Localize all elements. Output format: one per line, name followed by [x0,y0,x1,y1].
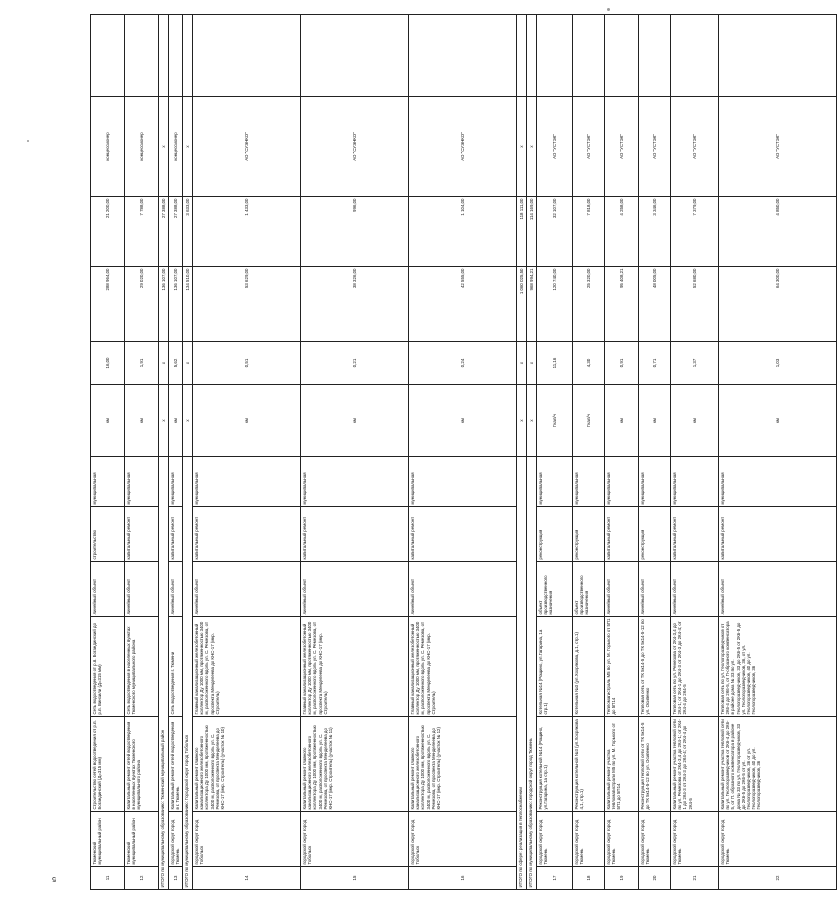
ownership-cell: муниципальная [193,457,301,507]
municipality-cell: городской округ город Тюмень [169,812,183,867]
row-number: 14 [193,867,301,890]
investment-cell: 4 850,00 [719,197,837,267]
investment-cell: 4 258,00 [605,197,639,267]
investment-cell: 21 200,00 [91,197,125,267]
municipality-cell: городской округ город Тобольск [301,812,409,867]
work-type-cell: капитальный ремонт [671,507,719,562]
measure-name-cell: Капитальный ремонт главного канализационного железобетонного коллектора Ду 1000 мм, протяженностью 3400 м, расположенного вдоль ул. С. Ремезова, от проспекта Менделеева до КНС-17 (мкр. Строитель) (участок № 11) [301,717,409,812]
capacity-cell: х [517,342,527,385]
empty-cell [183,15,193,97]
municipality-cell: Тюменский муниципальный район [125,812,159,867]
empty-cell [301,15,409,97]
object-description-cell: Тепловая сеть от ТК 5к14-5 до ТК 5к14-5-12 по ул. Осипенко [639,617,671,717]
cost-cell: 52 680,00 [671,267,719,342]
work-type-cell: реконструкция [639,507,671,562]
municipality-cell: городской округ город Тюмень [573,812,605,867]
object-description-cell: Котельная №3 (ул.Хохрякова, д.1, стр.1) [573,617,605,717]
investment-table [90,14,837,890]
municipality-cell: городской округ город Тюмень [537,812,573,867]
object-type-cell: линейный объект [605,562,639,617]
total-row [183,15,193,890]
municipality-cell: городской округ город Тюмень [719,812,837,867]
work-type-cell: капитальный ремонт [193,507,301,562]
empty-cell [719,15,837,97]
object-type-cell: линейный объект [671,562,719,617]
investment-cell: 1 433,00 [193,197,301,267]
total-row [527,15,537,890]
organization-cell: АО "УСТЭК" [671,97,719,197]
cost-cell: 95 408,21 [605,267,639,342]
municipality-cell: Тюменский муниципальный район [91,812,125,867]
measure-name-cell: Капитальный ремонт сетей водоотведения в населенных пунктах Тюменского муниципального района [125,717,159,812]
cost-cell: 38 326,00 [301,267,409,342]
table-row [91,15,125,890]
ownership-cell: муниципальная [91,457,125,507]
ownership-cell: муниципальная [409,457,517,507]
empty-cell [671,15,719,97]
organization-cell: концессионер [169,97,183,197]
row-number: 16 [409,867,517,890]
scan-speck [607,8,610,11]
measure-name-cell: Капитальный ремонт участка тепловой сети по ул. Геологоразведчиков от 2К6-4 до 2К6-5, от П. образного компенсатора в районе дома № 33 по ул. Геологоразведчиков, 33 до 2К6-5 до 2К6-5 от ул. Геологоразведчиков, 36 от ул. Геологоразведчиков, 40 до ул. Геологоразведчиков, 36 [719,717,837,812]
cost-cell: 25 320,00 [573,267,605,342]
investment-cell: 996,00 [301,197,409,267]
organization-cell: х [183,97,193,197]
organization-cell: АО "СУЭНКО" [409,97,517,197]
measure-name-cell: Реконструкция котельной №14 (Рощино, ул.Гагарина, 1а стр.1) [537,717,573,812]
cost-cell: 42 555,00 [409,267,517,342]
unit-cell: км [671,385,719,457]
capacity-cell: х [159,342,169,385]
organization-cell: концессионер [91,97,125,197]
work-type-cell: капитальный ремонт [605,507,639,562]
cost-cell: 29 020,00 [125,267,159,342]
municipality-cell: городской округ город Тобольск [409,812,517,867]
unit-cell: х [527,385,537,457]
object-description-cell: Сеть водоотведения г. Тюмени [169,617,183,717]
empty-cell [537,15,573,97]
ownership-cell: муниципальная [301,457,409,507]
empty-cell [573,15,605,97]
total-label: ИТОГО по сфере: реализация в теплоснабжении [517,457,527,890]
total-row [159,15,169,890]
row-number: 19 [605,867,639,890]
unit-cell: км [719,385,837,457]
capacity-cell: 1,03 [719,342,837,385]
organization-cell: АО "УСТЭК" [573,97,605,197]
cost-cell: 120 740,00 [537,267,573,342]
empty-cell [91,15,125,97]
measure-name-cell: Реконструкция котельной №3 (ул.Хохрякова 4,1, стр.1) [573,717,605,812]
cost-cell: 1 060 025,50 [517,267,527,342]
unit-cell: Гкал/ч [573,385,605,457]
scan-speck [27,140,29,142]
rotated-document [20,5,780,900]
investment-cell: 7 788,00 [125,197,159,267]
investment-cell: 32 107,00 [537,197,573,267]
table-row [125,15,159,890]
object-description-cell: Сеть водоотведения в населенных пунктах Тюменского муниципального района [125,617,159,717]
ownership-cell: муниципальная [573,457,605,507]
object-description-cell: Сеть водоотведения от р.п. Богандинский до р.п. Винзили (Д=315 мм) [91,617,125,717]
row-number: 21 [671,867,719,890]
organization-cell: АО "УСТЭК" [719,97,837,197]
municipality-cell: городской округ город Тобольск [193,812,301,867]
measure-name-cell: Капитальный ремонт главного канализационного железобетонного коллектора Ду 1000 мм, протяженностью 3400 м, расположенного вдоль ул. С. Ремезова, от проспекта Менделеева до КНС-17 (мкр. Строитель) (участок № 10) [193,717,301,812]
row-number: 20 [639,867,671,890]
organization-cell: АО "УСТЭК" [537,97,573,197]
empty-cell [409,15,517,97]
capacity-cell: 0,71 [639,342,671,385]
table-row [671,15,719,890]
investment-cell: 1 104,00 [409,197,517,267]
investment-cell: 118 111,00 [517,197,527,267]
cost-cell: 136 107,00 [169,267,183,342]
measure-name-cell: Реконструкция тепловой сети от ТК 5к14-5 до ТК 5к14-5-12 по ул. Осипенко [639,717,671,812]
object-description-cell: Главный канализационный железобетонный коллектор Ду 1000 мм, протяженностью 3400 м, расположенного вдоль ул. С. Ремезова, от проспекта Менделеева до КНС-17 (мкр. Строитель) [409,617,517,717]
ownership-cell: муниципальная [605,457,639,507]
measure-name-cell: Капитальный ремонт сетей водоотведения в г. Тюмень [169,717,183,812]
work-type-cell: строительство [91,507,125,562]
object-description-cell: Котельная №14 (Рощино, ул.Гагарина, 1а стр.1) [537,617,573,717]
table-body [91,15,837,890]
object-description-cell: Тепловая сеть по ул. Геологоразведчиков от 2К6-4 до 2К6-5, от П-образного компенсатора в районе дома № 33 по ул. Геологоразведчиков, 33 до 2К6-5 от 2К6-5 до ул. Геологоразведчиков, 36, от ул. Геологоразведчиков, 40 до ул. Геологоразведчиков, 36 [719,617,837,717]
municipality-cell: городской округ город Тюмень [671,812,719,867]
total-label: ИТОГО по муниципальному образованию: городской округ город Тюмень [527,457,537,890]
total-label: ИТОГО по муниципальному образованию: Тюменский муниципальный район [159,457,169,890]
unit-cell: Гкал/ч [537,385,573,457]
table-row [169,15,183,890]
work-type-cell: капитальный ремонт [719,507,837,562]
investment-cell: 7 379,00 [671,197,719,267]
work-type-cell: капитальный ремонт [409,507,517,562]
unit-cell: х [517,385,527,457]
work-type-cell: капитальный ремонт [301,507,409,562]
capacity-cell: 4,30 [573,342,605,385]
work-type-cell: капитальный ремонт [169,507,183,562]
row-number: 13 [169,867,183,890]
investment-cell: 27 388,00 [169,197,183,267]
object-type-cell: линейный объект [719,562,837,617]
row-number: 15 [301,867,409,890]
cost-cell: 64 300,00 [719,267,837,342]
capacity-cell: 1,91 [125,342,159,385]
empty-cell [169,15,183,97]
municipality-cell: городской округ город Тюмень [639,812,671,867]
cost-cell: 288 964,00 [91,267,125,342]
object-type-cell: линейный объект [639,562,671,617]
ownership-cell: муниципальная [639,457,671,507]
work-type-cell: реконструкция [573,507,605,562]
organization-cell: АО "УСТЭК" [639,97,671,197]
object-type-cell: линейный объект [169,562,183,617]
table-row [719,15,837,890]
measure-name-cell: Строительство сетей водоотведения от р.п. Богандинский (Д=315 мм) [91,717,125,812]
row-number: 18 [573,867,605,890]
capacity-cell: 0,24 [409,342,517,385]
unit-cell: х [159,385,169,457]
table-row [605,15,639,890]
total-label: ИТОГО по муниципальному образованию: Городской округ город Тобольск [183,457,193,890]
organization-cell: концессионер [125,97,159,197]
cost-cell: 134 510,00 [183,267,193,342]
municipality-cell: городской округ город Тюмень [605,812,639,867]
empty-cell [639,15,671,97]
capacity-cell: 16,00 [91,342,125,385]
measure-name-cell: Капитальный ремонт участка тепломагистрали М5 по ул. М. Горького от 5П1 до 5П14 [605,717,639,812]
row-number: 17 [537,867,573,890]
table-row [537,15,573,890]
capacity-cell: х [183,342,193,385]
capacity-cell: 1,37 [671,342,719,385]
cost-cell: 136 107,00 [159,267,169,342]
object-description-cell: Тепловая сеть по ул. Ремезова от 2К4-3,4 до 2К4-1; от 2К4-1 до 2К4-3 от 2К4-3 до 2К4-4; от 2К4-4 до 2К4-5 [671,617,719,717]
unit-cell: км [409,385,517,457]
measure-name-cell: Капитальный ремонт главного канализационного железобетонного коллектора Ду 1000 мм, протяженностью 3400 м, расположенного вдоль ул. С. Ремезова, от проспекта Менделеева до КНС-17 (мкр. Строитель) (участок № 12) [409,717,517,812]
empty-cell [517,15,527,97]
ownership-cell: муниципальная [169,457,183,507]
table-row [409,15,517,890]
table-row [639,15,671,890]
object-description-cell: Главный канализационный железобетонный коллектор Ду 1000 мм, протяженностью 3400 м, расположенного вдоль ул. С. Ремезова, от проспекта Менделеева до КНС-17 (мкр. Строитель) [193,617,301,717]
capacity-cell: 0,91 [605,342,639,385]
object-type-cell: линейный объект [193,562,301,617]
unit-cell: км [91,385,125,457]
ownership-cell: муниципальная [671,457,719,507]
empty-cell [605,15,639,97]
row-number: 12 [125,867,159,890]
investment-cell: 3 346,00 [639,197,671,267]
object-description-cell: Тепломагистраль М5 по ул. М. Горького от 5П1 до 5П14 [605,617,639,717]
object-type-cell: линейный объект [409,562,517,617]
unit-cell: км [169,385,183,457]
work-type-cell: капитальный ремонт [125,507,159,562]
unit-cell: х [183,385,193,457]
ownership-cell: муниципальная [537,457,573,507]
work-type-cell: реконструкция [537,507,573,562]
unit-cell: км [125,385,159,457]
cost-cell: 48 005,00 [639,267,671,342]
organization-cell: АО "УСТЭК" [605,97,639,197]
cost-cell: 968 994,21 [527,267,537,342]
investment-cell: 7 818,00 [573,197,605,267]
object-description-cell: Главный канализационный железобетонный коллектор Ду 1000 мм, протяженностью 3400 м, расположенного вдоль ул. С. Ремезова, от проспекта Менделеева до КНС-17 (мкр. Строитель) [301,617,409,717]
unit-cell: км [301,385,409,457]
empty-cell [527,15,537,97]
capacity-cell: х [527,342,537,385]
ownership-cell: муниципальная [719,457,837,507]
investment-cell: 114 169,00 [527,197,537,267]
empty-cell [159,15,169,97]
table-row [193,15,301,890]
unit-cell: км [639,385,671,457]
table-row [301,15,409,890]
organization-cell: х [527,97,537,197]
table-row [573,15,605,890]
total-row [517,15,527,890]
capacity-cell: 11,16 [537,342,573,385]
row-number: 22 [719,867,837,890]
unit-cell: км [193,385,301,457]
row-number: 11 [91,867,125,890]
cost-cell: 53 629,00 [193,267,301,342]
object-type-cell: объект производственного назначения [537,562,573,617]
capacity-cell: 0,51 [193,342,301,385]
organization-cell: х [159,97,169,197]
empty-cell [193,15,301,97]
organization-cell: АО "СУЭНКО" [193,97,301,197]
unit-cell: км [605,385,639,457]
object-type-cell: объект производственного назначения [573,562,605,617]
organization-cell: АО "СУЭНКО" [301,97,409,197]
organization-cell: х [517,97,527,197]
capacity-cell: 0,21 [301,342,409,385]
measure-name-cell: Капитальный ремонт участка тепловой сети по ул. Ремезова от 2К4-3,4 до 2К4-1; от 2К4-1 до 2К4-3 от 2К4-3 до 2К4-4; от 2К4-4 до 2К4-5 [671,717,719,812]
object-type-cell: линейный объект [125,562,159,617]
ownership-cell: муниципальная [125,457,159,507]
object-type-cell: линейный объект [301,562,409,617]
investment-cell: 3 633,00 [183,197,193,267]
object-type-cell: линейный объект [91,562,125,617]
page-number: 5 [52,875,56,882]
investment-cell: 27 388,00 [159,197,169,267]
empty-cell [125,15,159,97]
capacity-cell: 5,62 [169,342,183,385]
